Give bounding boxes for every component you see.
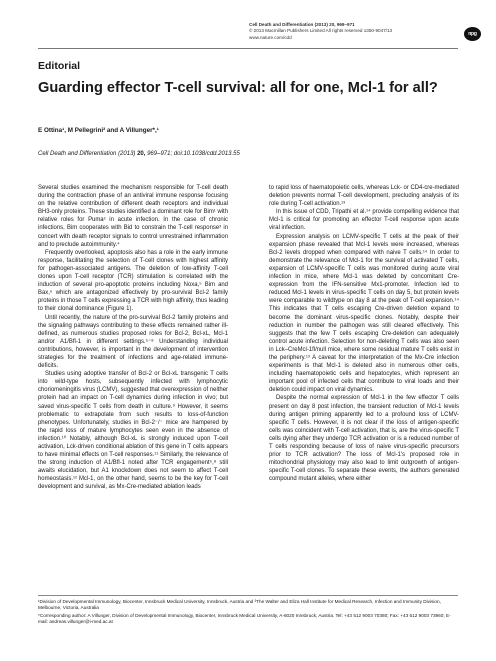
paragraph: Several studies examined the mechanism responsible for T-cell death during the contraction phase of an antiviral immune response focusing on the relative contribution of different death receptors and individual BH3-only proteins. These studies identified a dominant role for Bim¹ with relative roles for Puma² in acute infection. In the case of chronic infections, Bim cooperates with Bid to constrain the T-cell response³ in concert with death receptor signals to control unrestrained inflammation and to preclude autoimmunity.⁴	[38, 185, 228, 248]
citation-journal: Cell Death and Differentiation	[38, 151, 117, 157]
journal-meta	[249, 22, 459, 41]
right-column	[269, 184, 459, 483]
citation-volume: 20,	[137, 151, 146, 157]
authors: E Ottina¹, M Pellegrini² and A Villunger*,¹	[38, 127, 159, 134]
corresponding-author-footnote: *Corresponding author: A Villunger, Division of Developmental Immunology, Biocenter, Innsbruck Medical University, A-6020 Innsbruck, Austria. Tel: +43 512 9003 70380; Fax: +43 512 9003 73960; E-mail: andreas.villunger@i-med.ac.at	[38, 612, 451, 625]
paragraph: Frequently overlooked, apoptosis also has a role in the early immune response, facilitating the selection of T-cell clones with highest affinity for pathogen-associated antigens. The deletion of low-affinity T-cell clones upon T-cell receptor (TCR) stimulation is correlated with the induction of several pro-apoptotic proteins including Noxa,⁵ Bim and Bax,⁶ which are antagonized effectively by pro-survival Bcl-2 family proteins in those T cells expressing a TCR with high affinity, thus leading to their clonal dominance (Figure 1).	[38, 249, 228, 313]
paragraph: Studies using adoptive transfer of Bcl-2 or Bcl-xL transgenic T cells into wild-type hosts, subsequently infected with lymphocytic choriomeningitis virus (LCMV), suggested that overexpression of neither protein had an impact on T-cell dynamics during infection in vivo; but saved virus-specific T cells from death in culture.⁹ However, it seems problematic to extrapolate from such results to loss-of-function phenotypes. Unfortunately, studies in Bcl-2⁻/⁻ mice are hampered by the rapid loss of mature lymphocytes seen even in the absence of infection.¹⁰ Notably, although Bcl-xL is strongly induced upon T-cell activation, Lck-driven conditional ablation of this gene in T cells appears to have minimal effects on T-cell responses.¹¹ Similarly, the relevance of the strong induction of A1/Bfl-1 noted after TCR engagement⁵,⁸ still awaits elucidation, but A1 knockdown does not seem to affect T-cell homeostasis.¹² Mcl-1, on the other hand, seems to be the key for T-cell development and survival, as Mx-Cre-mediated ablation leads	[38, 371, 228, 491]
footnotes	[38, 599, 458, 627]
citation-rest: 969–971; doi:10.1038/cdd.2013.55	[147, 151, 240, 157]
section-label: Editorial	[38, 60, 81, 72]
footnote-rule	[38, 595, 458, 596]
journal-line: Cell Death and Differentiation (2013) 20, 969–971	[249, 22, 355, 27]
header-rule	[38, 48, 458, 49]
paragraph: In this issue of CDD, Tripathi et al.¹⁴ provide compelling evidence that Mcl-1 is critical for promoting an effector T-cell response upon acute viral infection.	[269, 209, 459, 232]
citation	[38, 151, 240, 157]
citation-year: (2013)	[118, 151, 136, 157]
paragraph: Expression analysis on LCMV-specific T cells at the peak of their expansion phase revealed that Mcl-1 levels were increased, whereas Bcl-2 levels dropped when compared with naive T cells.¹⁴ In order to demonstrate the relevance of Mcl-1 for the survival of activated T cells, expansion of LCMV-specific T cells was monitored during acute viral infection in mice, where Mcl-1 was deleted by concomitant Cre-expression from the IFN-sensitive Mx1-promoter. Infection led to reduced Mcl-1 levels in virus-specific T cells on day 5, but protein levels were comparable to wildtype on day 8 at the peak of T-cell expansion.¹⁴ This indicates that T cells escaping Cre-driven deletion expand to become the dominant virus-specific clones. Notably, despite their reduction in number the pathogen was still cleared effectively. This suggests that the few T cells escaping Cre-deletion can adequately control acute infection. Selection for non-deleting T cells was also seen in Lck–CreMcl-1fl/null mice, where some residual mature T cells exist in the periphery.¹³ A caveat for the interpretation of the Mx-Cre infection experiments is that Mcl-1 is deleted also in numerous other cells, including haematopoietic cells and hepatocytes, which represent an important pool of infected cells that contribute to viral loads and their deletion could impact on viral dynamics.	[269, 233, 459, 394]
article-title: Guarding effector T-cell survival: all for one, Mcl-1 for all?	[38, 80, 438, 96]
paragraph: Until recently, the nature of the pro-survival Bcl-2 family proteins and the signaling pathways contributing to these effects remained rather ill-defined, as numerous studies proposed roles for Bcl-2, Bcl-xL, Mcl-1 and/or A1/Bfl-1 in different settings.⁵⁻⁸ Understanding individual contributions, however, is important in the development of intervention strategies for the treatment of infections and age-related immune-deficits.	[38, 314, 228, 370]
affiliation-footnote: ¹Division of Developmental Immunology, Biocenter, Innsbruck Medical University, Innsbruck, Austria and ²The Walter and Eliza Hall Institute for Medical Research, Infection and Immunity Division, Melbourne, Victoria, Australia	[38, 599, 441, 611]
paragraph: to rapid loss of haematopoietic cells, whereas Lck- or CD4-cre-mediated deletion prevents normal T-cell development, precluding analysis of its role during T-cell activation.¹³	[269, 185, 459, 208]
npg-logo-icon: npg	[464, 27, 481, 41]
journal-url[interactable]: www.nature.com/cdd	[249, 34, 292, 40]
copyright-line: © 2013 Macmillan Publishers Limited All rights reserved 1350-9047/13	[249, 28, 393, 34]
left-column	[38, 184, 228, 492]
paragraph: Despite the normal expression of Mcl-1 in the few effector T cells present on day 8 post infection, the transient reduction of Mcl-1 levels during antigen priming apparently led to a profound loss of LCMV-specific T cells. However, it is not clear if the loss of antigen-specific cells was coincident with T-cell activation, that is, are the virus-specific T cells dying after they undergo TCR activation or is a reduced number of T cells responding because of loss of naive virus-specific precursors prior to TCR activation? The loss of Mcl-1's proposed role in mitochondrial physiology may also lead to limit outgrowth of antigen-specific T-cell clones. To separate these events, the authors generated compound mutant alleles, where either	[269, 395, 459, 483]
